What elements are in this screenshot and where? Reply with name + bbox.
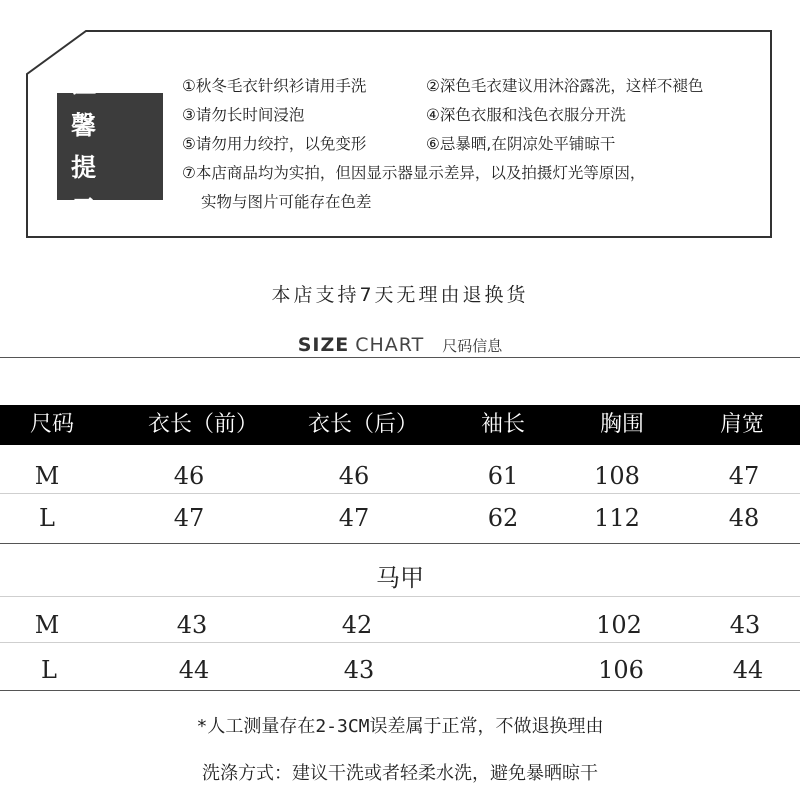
tip-2: ②深色毛衣建议用沐浴露洗，这样不褪色 [426,77,704,95]
tip-1: ①秋冬毛衣针织衫请用手洗 [182,77,367,95]
badge-line-1: 温 馨 [71,68,111,140]
section-divider [0,357,800,358]
tip-4: ④深色衣服和浅色衣服分开洗 [426,106,626,124]
tip-7-line-2: 实物与图片可能存在色差 [201,193,372,211]
vest-row-m-chest: 102 [596,611,642,639]
vest-row-l-chest: 106 [598,656,644,684]
badge-line-2: 提 示 [71,152,111,224]
measurement-error-note: *人工测量存在2-3CM误差属于正常，不做退换理由 [196,716,604,737]
vest-row-m-front: 43 [176,611,208,639]
tip-row-3 [182,130,782,159]
row-m-shoulder: 47 [728,462,760,490]
vest-row-m-shoulder: 43 [729,611,761,639]
row-l-shoulder: 48 [728,504,760,532]
care-tips-list [182,72,782,217]
tip-row-2 [182,101,782,130]
header-front-length: 衣长（前） [147,412,258,437]
header-chest: 胸围 [599,412,644,437]
vest-row-l-back: 43 [343,656,375,684]
row-m-size: M [34,462,60,490]
vest-section-title: 马甲 [376,564,424,592]
tip-5: ⑤请勿用力绞拧，以免变形 [182,135,367,153]
row-l-chest: 112 [594,504,640,532]
vest-row-m-size: M [34,611,60,639]
vest-row-l-size: L [41,656,57,684]
row-m-chest: 108 [594,462,640,490]
tip-6: ⑥忌暴晒,在阴凉处平铺晾干 [426,135,616,153]
row-m-sleeve: 61 [487,462,519,490]
row-l-back: 47 [338,504,370,532]
row-divider [0,493,800,494]
row-l-sleeve: 62 [487,504,519,532]
header-shoulder: 肩宽 [719,412,764,437]
tip-3: ③请勿长时间浸泡 [182,106,305,124]
size-chart-title-cn: 尺码信息 [442,337,503,355]
row-m-back: 46 [338,462,370,490]
vest-row-l-front: 44 [178,656,210,684]
row-l-front: 47 [173,504,205,532]
tip-7-line-1: ⑦本店商品均为实拍，但因显示器显示差异，以及拍摄灯光等原因， [182,164,646,182]
size-chart-title-light: CHART [355,334,425,356]
row-m-front: 46 [173,462,205,490]
washing-method-note: 洗涤方式：建议干洗或者轻柔水洗，避免暴晒晾干 [202,763,598,784]
vest-row-m-back: 42 [341,611,373,639]
row-divider [0,642,800,643]
header-back-length: 衣长（后） [307,412,418,437]
warm-tips-badge [57,68,163,224]
row-divider [0,596,800,597]
header-sleeve-length: 袖长 [480,412,525,437]
vest-row-l-shoulder: 44 [732,656,764,684]
row-l-size: L [39,504,55,532]
section-divider [0,543,800,544]
size-chart-title-bold: SIZE [297,334,350,356]
return-policy-text: 本店支持7天无理由退换货 [271,284,529,306]
size-chart-title [0,334,800,356]
header-size: 尺码 [29,412,74,437]
section-divider [0,690,800,691]
tip-row-1 [182,72,782,101]
